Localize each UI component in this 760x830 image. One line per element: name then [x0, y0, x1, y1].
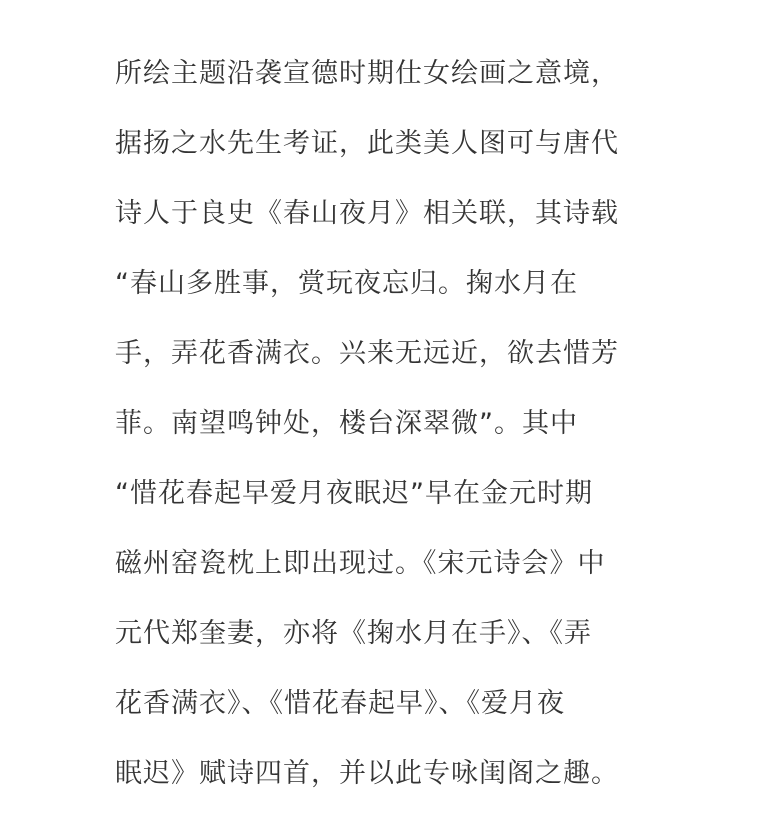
text-line: 菲。南望鸣钟处，楼台深翠微”。其中: [115, 408, 578, 439]
article-text: [115, 48, 655, 818]
text-line: 所绘主题沿袭宣德时期仕女绘画之意境，: [115, 58, 619, 89]
text-line: 据扬之水先生考证，此类美人图可与唐代: [115, 128, 619, 159]
text-line: “春山多胜事，赏玩夜忘归。掬水月在: [115, 268, 578, 299]
text-line: 诗人于良史《春山夜月》相关联，其诗载: [115, 198, 619, 229]
text-line: 手，弄花香满衣。兴来无远近，欲去惜芳: [115, 338, 619, 369]
text-line: 磁州窑瓷枕上即出现过。《宋元诗会》中: [115, 548, 606, 579]
text-line: 眠迟》赋诗四首，并以此专咏闺阁之趣。: [115, 758, 619, 789]
text-line: “惜花春起早爱月夜眠迟”早在金元时期: [115, 478, 593, 509]
text-line: 元代郑奎妻，亦将《掬水月在手》、《弄: [115, 618, 592, 649]
text-line: 花香满衣》、《惜花春起早》、《爱月夜: [115, 688, 565, 719]
